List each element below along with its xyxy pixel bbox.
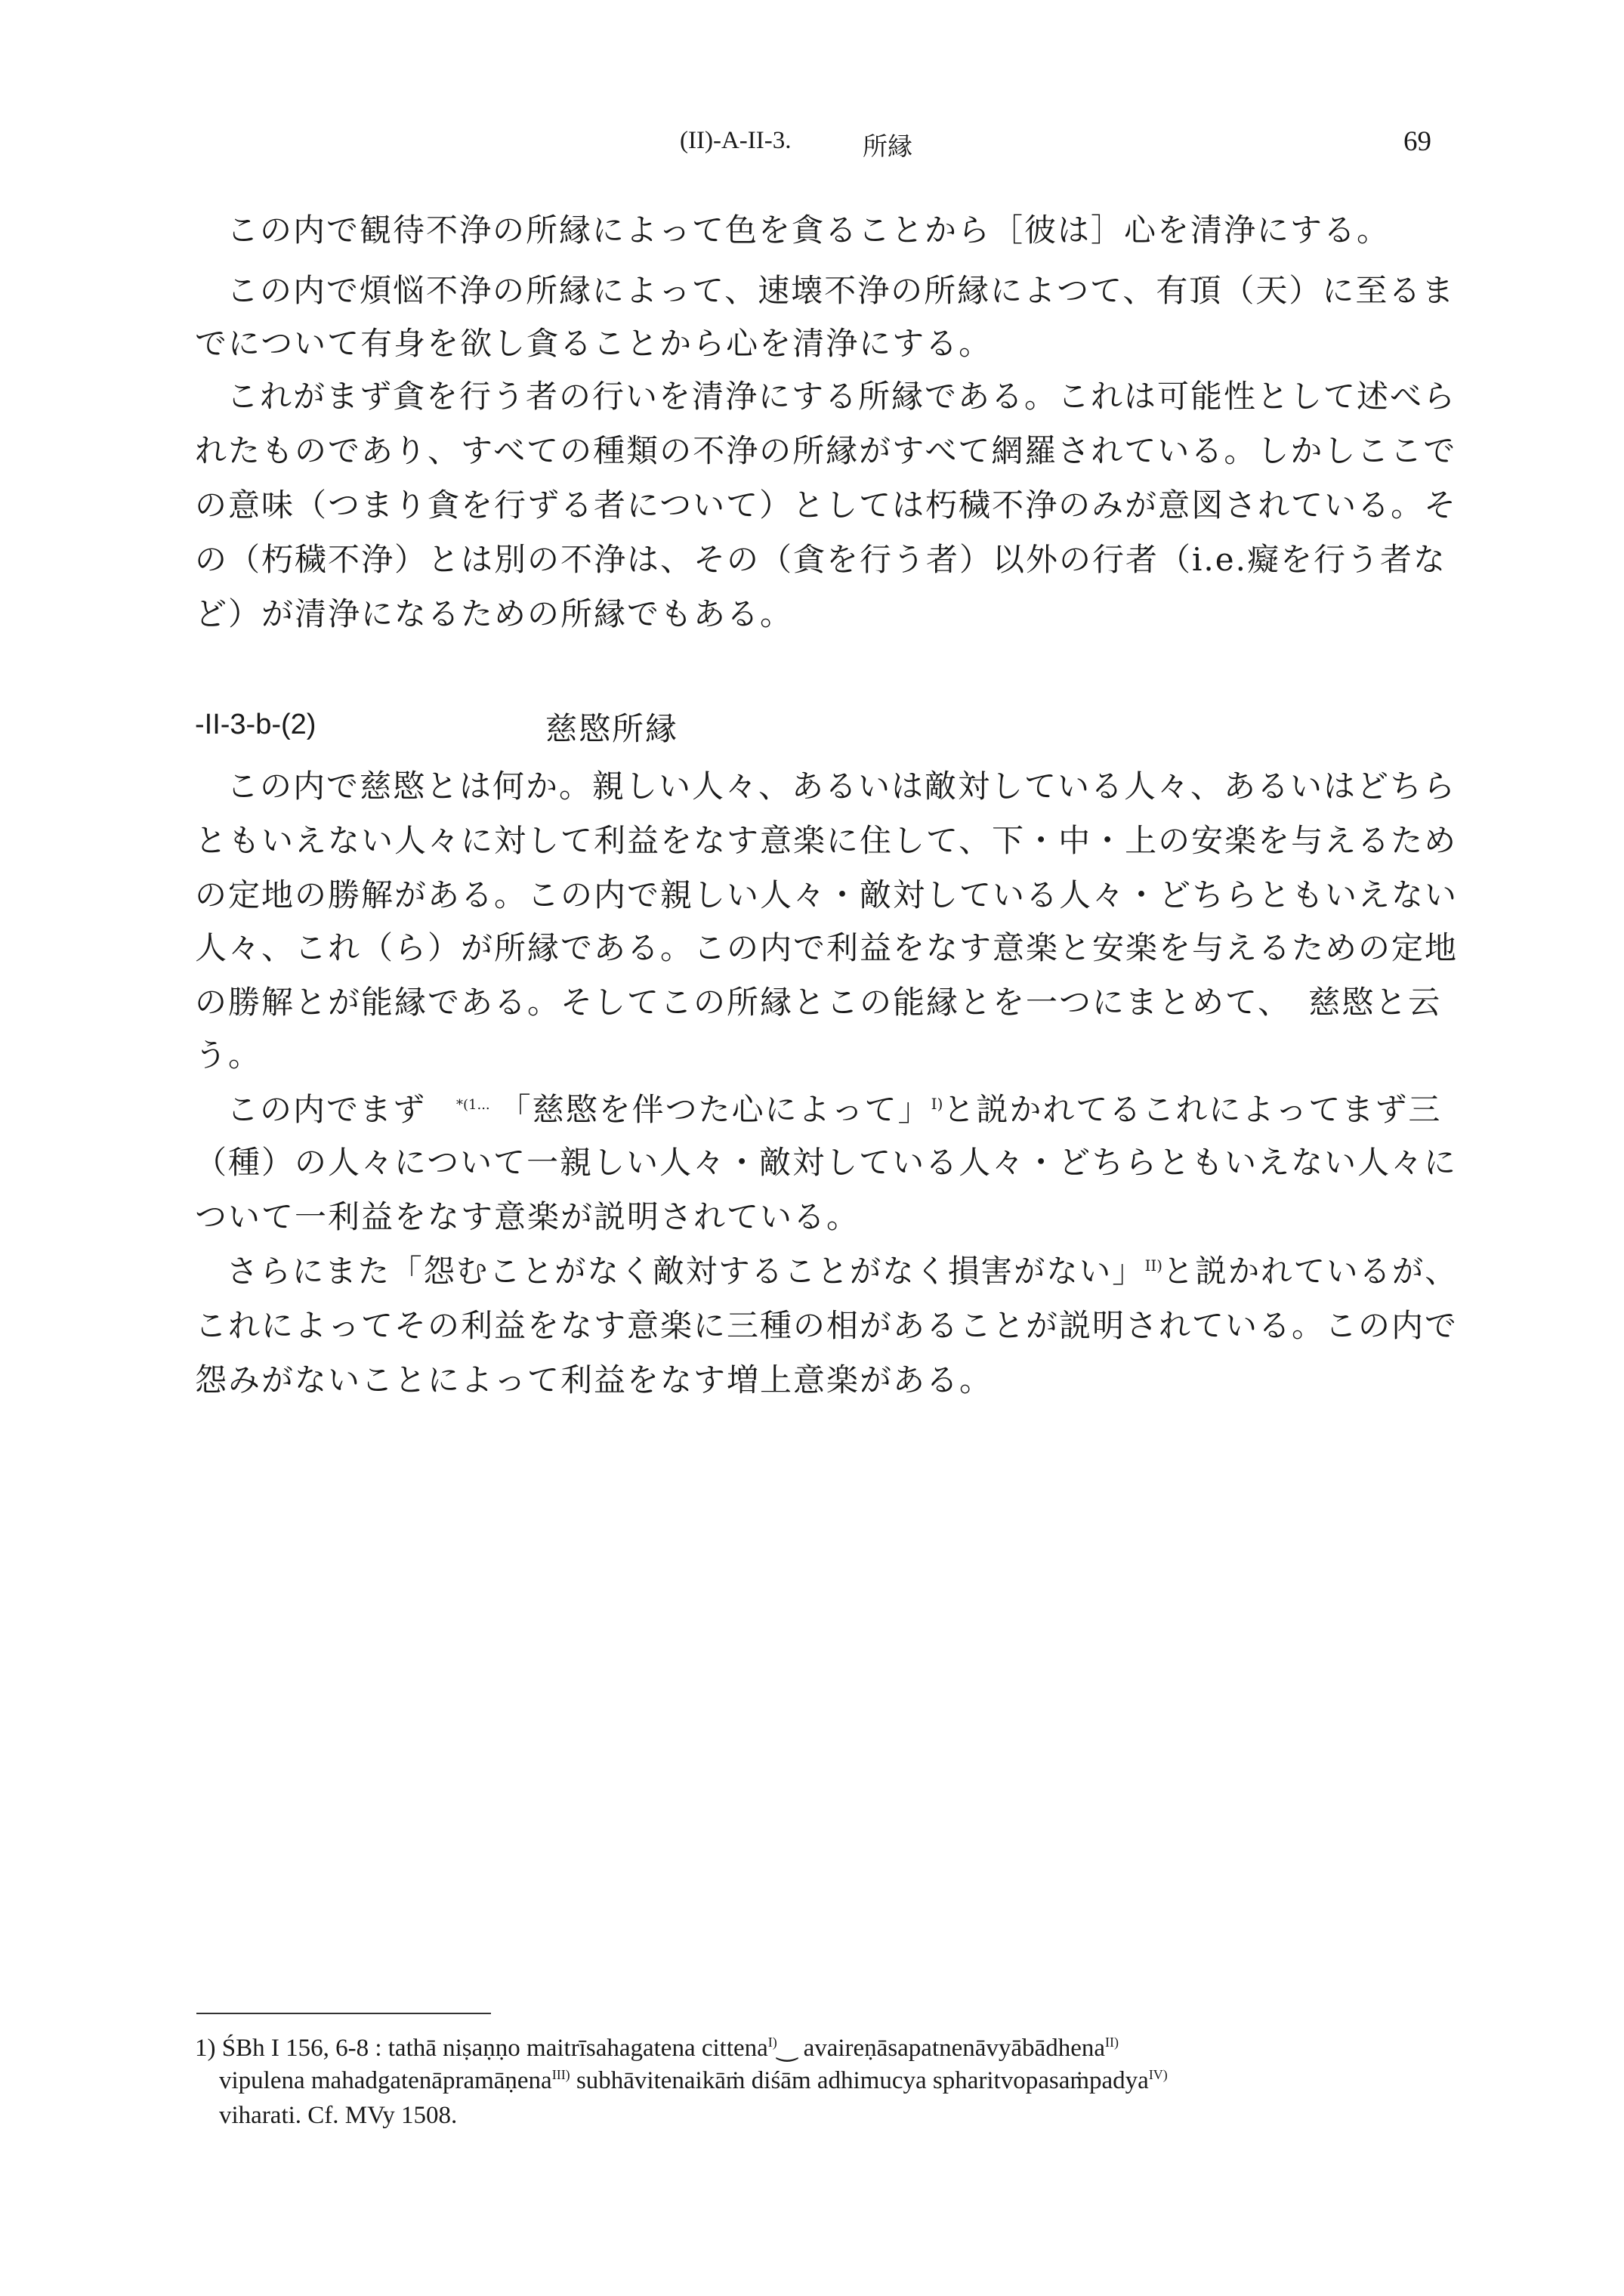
text-line: これによってその利益をなす意楽に三種の相があることが説明されている。この内で bbox=[195, 1307, 1459, 1344]
footnote-ref: I) bbox=[931, 1095, 943, 1113]
footnote-sup: II) bbox=[1105, 2035, 1119, 2050]
quoted-text: 「慈愍を伴つた心によって」 bbox=[499, 1091, 931, 1128]
footnote-text: ‿ avaireṇāsapatnenāvyābādhena bbox=[776, 2035, 1106, 2062]
footnote-divider bbox=[196, 2013, 491, 2014]
text-line: この内で慈愍とは何か。親しい人々、あるいは敵対している人々、あるいはどちら bbox=[227, 768, 1457, 805]
text-line: の意味（つまり貪を行ずる者について）としては朽穢不浄のみが意図されている。そ bbox=[195, 487, 1458, 524]
text-line: この内で煩悩不浄の所縁によって、速壊不浄の所縁によつて、有頂（天）に至るま bbox=[227, 272, 1456, 309]
text-line: ともいえない人々に対して利益をなす意楽に住して、下・中・上の安楽を与えるため bbox=[195, 822, 1458, 859]
text-line: の定地の勝解がある。この内で親しい人々・敵対している人々・どちらともいえない bbox=[195, 876, 1459, 913]
text-line bbox=[227, 1085, 1441, 1130]
footnote-sup: III) bbox=[551, 2067, 570, 2082]
section-heading-number: -II-3-b-(2) bbox=[195, 709, 316, 740]
footnote-sup: I) bbox=[767, 2035, 777, 2050]
text-line: でについて有身を欲し貪ることから心を清浄にする。 bbox=[195, 325, 993, 362]
text-line: ついて一利益をなす意楽が説明されている。 bbox=[195, 1198, 860, 1235]
running-header-section: (II)-A-II-3. bbox=[680, 127, 792, 154]
text-line: の（朽穢不浄）とは別の不浄は、その（貪を行う者）以外の行者（i.e.癡を行う者な bbox=[195, 541, 1446, 578]
editorial-mark: *(1... bbox=[456, 1097, 490, 1113]
text-line: これがまず貪を行う者の行いを清浄にする所縁である。これは可能性として述べら bbox=[227, 378, 1457, 415]
text-line: （種）の人々について一親しい人々・敵対している人々・どちらともいえない人々に bbox=[195, 1144, 1458, 1181]
text-line: ど）が清浄になるための所縁でもある。 bbox=[195, 595, 794, 632]
text-line: この内で観待不浄の所縁によって色を貪ることから［彼は］心を清浄にする。 bbox=[227, 212, 1391, 249]
footnote-line bbox=[195, 2032, 1119, 2063]
section-heading-title: 慈愍所縁 bbox=[545, 710, 679, 747]
text-line: う。 bbox=[195, 1037, 262, 1074]
text-line: 怨みがないことによって利益をなす増上意楽がある。 bbox=[195, 1361, 993, 1398]
text-line: の勝解とが能縁である。そしてこの所縁とこの能縁とを一つにまとめて、 慈愍と云 bbox=[195, 984, 1442, 1021]
footnote-line: viharati. Cf. MVy 1508. bbox=[219, 2102, 458, 2129]
text-line: れたものであり、すべての種類の不浄の所縁がすべて網羅されている。しかしここで bbox=[195, 432, 1457, 469]
footnote-sup: IV) bbox=[1148, 2067, 1168, 2082]
text-run: この内でまず bbox=[227, 1091, 427, 1128]
text-line: 人々、これ（ら）が所縁である。この内で利益をなす意楽と安楽を与えるための定地 bbox=[195, 929, 1459, 966]
running-header-title: 所縁 bbox=[863, 131, 912, 161]
quoted-text: さらにまた「怨むことがなく敵対することがなく損害がない」 bbox=[227, 1253, 1145, 1290]
footnote-text: vipulena mahadgatenāpramāṇena bbox=[219, 2067, 552, 2094]
page-number: 69 bbox=[1403, 126, 1431, 157]
footnote-line bbox=[219, 2067, 1168, 2095]
footnote-ref: II) bbox=[1144, 1256, 1162, 1275]
footnote-text: 1) ŚBh I 156, 6-8 : tathā niṣaṇṇo maitrīsahagatena cittena bbox=[195, 2035, 768, 2062]
footnote-text: subhāvitenaikāṁ diśām adhimucya spharitvopasaṁpadya bbox=[570, 2067, 1149, 2094]
text-run: と説かれてるこれによってまず三 bbox=[943, 1091, 1442, 1128]
text-line bbox=[227, 1247, 1458, 1292]
text-run: と説かれているが、 bbox=[1162, 1253, 1458, 1290]
